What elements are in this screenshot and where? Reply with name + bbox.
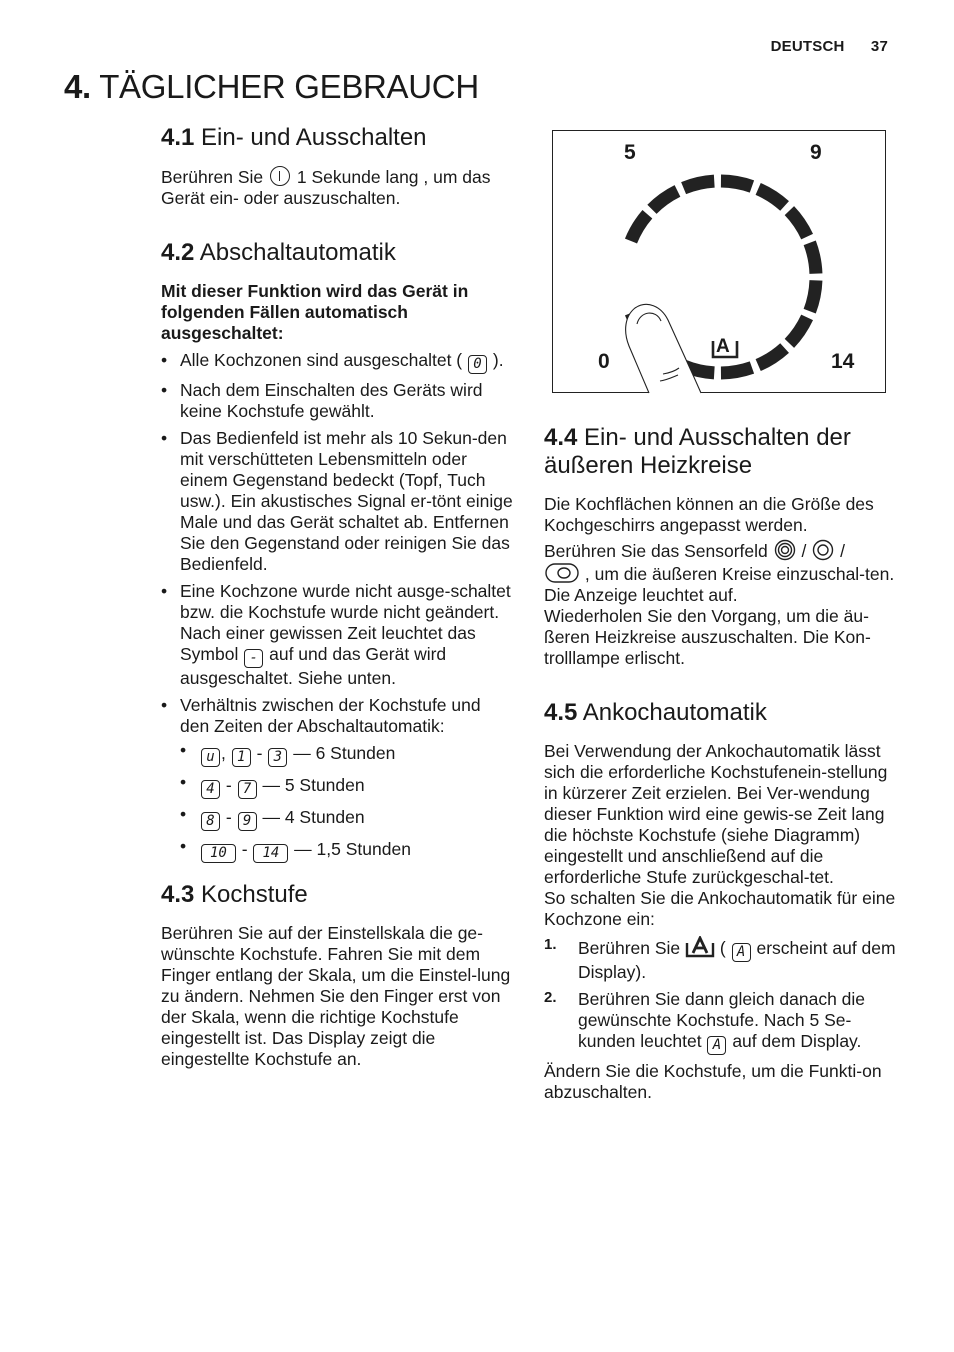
text-fragment: Berühren Sie xyxy=(161,167,264,187)
scale-label-5: 5 xyxy=(624,141,636,164)
triple-ring-zone-icon xyxy=(774,539,796,561)
slider-diagram xyxy=(552,130,886,393)
scale-segment xyxy=(810,280,816,311)
display-symbol-icon: 8 xyxy=(201,812,220,831)
step-number: 2. xyxy=(544,989,557,1006)
text-fragment: ( xyxy=(719,938,726,958)
separator: - xyxy=(256,743,263,763)
section-number: 4.1 xyxy=(161,124,195,151)
section-4-5-text-2: So schalten Sie die Ankochautomatik für eine Kochzone ein: xyxy=(544,888,896,929)
section-4-5-text-3: Ändern Sie die Kochstufe, um die Funkti-on abzuschalten. xyxy=(544,1061,882,1102)
section-4-4-text-3: Wiederholen Sie den Vorgang, um die äu-ßeren Heizkreise auszuschalten. Die Kon-trolllampe erlischt. xyxy=(544,606,871,668)
page-header xyxy=(771,38,888,55)
list-item xyxy=(161,581,513,689)
chapter-number: 4. xyxy=(64,68,91,105)
duration-text: — 1,5 Stunden xyxy=(294,839,411,859)
header-language: DEUTSCH xyxy=(770,38,845,55)
section-number: 4.5 xyxy=(544,699,578,726)
display-symbol-icon: 9 xyxy=(238,812,257,831)
scale-segment xyxy=(758,189,784,206)
list-item xyxy=(544,936,900,983)
display-symbol-icon: 7 xyxy=(238,780,257,799)
scale-segment xyxy=(684,181,715,188)
display-symbol-icon: 1 xyxy=(232,748,251,767)
list-item: • Nach dem Einschalten des Geräts wird keine Kochstufe gewählt. xyxy=(161,380,513,422)
step-number: 1. xyxy=(544,936,557,953)
text-fragment: erscheint auf dem Display). xyxy=(578,938,896,982)
section-title: Ein- und Ausschalten xyxy=(201,124,427,151)
scale-segment xyxy=(758,348,784,365)
text-fragment: Verhältnis zwischen der Kochstufe und den Zeiten der Abschaltautomatik: xyxy=(180,695,481,736)
section-4-3-heading xyxy=(161,881,513,909)
scale-segment xyxy=(652,191,678,209)
display-symbol-icon: - xyxy=(244,649,263,668)
auto-heat-up-steps xyxy=(544,936,900,1055)
double-ring-zone-icon xyxy=(812,539,834,561)
oval-zone-icon xyxy=(545,562,579,584)
display-symbol-icon: 10 xyxy=(201,844,236,863)
text-fragment: auf und das Gerät wird ausgeschaltet. Siehe unten. xyxy=(180,644,447,688)
text-fragment: ). xyxy=(492,350,504,370)
text-fragment: Eine Kochzone wurde nicht ausge-schaltet bzw. die Kochstufe wurde nicht geändert. Nach einer gewissen Zeit leuchtet das Symbol xyxy=(180,581,511,664)
shutdown-times-list xyxy=(180,743,513,863)
section-4-1-text xyxy=(161,166,513,209)
section-title: Ein- und Ausschalten der äußeren Heizkreise xyxy=(544,424,851,479)
text-fragment: auf dem Display. xyxy=(732,1031,862,1051)
section-title: Kochstufe xyxy=(201,881,308,908)
auto-off-conditions-list xyxy=(161,350,513,863)
section-4-2-heading xyxy=(161,239,513,267)
power-icon xyxy=(270,166,290,186)
display-symbol-icon: 3 xyxy=(268,748,287,767)
section-title: Abschaltautomatik xyxy=(199,239,396,266)
scale-label-0: 0 xyxy=(598,350,610,373)
separator: - xyxy=(225,807,232,827)
list-item xyxy=(161,350,513,374)
list-item xyxy=(180,743,513,767)
display-symbol-icon: A xyxy=(732,943,751,962)
auto-heat-up-icon xyxy=(685,936,715,958)
text-fragment: 1 Sekunde lang , um das Gerät ein- oder auszuschalten. xyxy=(161,167,491,208)
auto-heat-up-letter: A xyxy=(716,336,730,357)
separator: - xyxy=(241,839,248,859)
display-symbol-icon: A xyxy=(707,1036,726,1055)
page-number: 37 xyxy=(870,38,888,55)
list-item: • Das Bedienfeld ist mehr als 10 Sekun-den mit verschütteten Lebensmitteln oder einem Gegenstand bedeckt (Topf, Tuch usw.). Ein akustisches Signal er-tönt einige Male und das Gerät schaltet ab. Entfernen Sie den Gegenstand oder reinigen Sie das Bedienfeld. xyxy=(161,428,513,575)
list-item xyxy=(180,807,513,831)
section-4-3-text: Berühren Sie auf der Einstellskala die ge-wünschte Kochstufe. Fahren Sie mit dem Finger entlang der Skala, um die Einstel-lung zu ändern. Nehmen Sie den Finger erst von der Skala, wenn die richtige Kochstufe eingestellt ist. Das Display zeigt die eingestellte Kochstufe an. xyxy=(161,923,511,1069)
section-4-5-heading xyxy=(544,699,900,727)
section-4-4-text-1: Die Kochflächen können an die Größe des Kochgeschirrs angepasst werden. xyxy=(544,494,874,535)
section-4-5-text-1: Bei Verwendung der Ankochautomatik lässt sich die erforderliche Kochstufenein-stellung in kürzerer Zeit erzielen. Bei Ver-wendung dieser Funktion wird eine gewis-se Zeit lang die höchste Kochstufe (siehe Diagramm) eingestellt und anschließend auf die erforderliche Stufe zurückgeschal-tet. xyxy=(544,741,888,887)
separator: , xyxy=(221,743,226,763)
section-number: 4.4 xyxy=(544,424,578,451)
scale-label-14: 14 xyxy=(831,350,855,373)
scale-segment xyxy=(721,368,752,373)
duration-text: — 6 Stunden xyxy=(293,743,396,763)
display-symbol-icon: u xyxy=(201,748,220,767)
display-symbol-icon: 4 xyxy=(201,780,220,799)
left-column xyxy=(161,124,513,1070)
separator: - xyxy=(225,775,232,795)
scale-segment xyxy=(810,243,816,274)
display-symbol-icon: 0 xyxy=(468,355,487,374)
section-number: 4.3 xyxy=(161,881,195,908)
scale-segment xyxy=(789,211,807,237)
list-item xyxy=(544,989,900,1055)
chapter-title xyxy=(64,68,479,106)
chapter-title-text: TÄGLICHER GEBRAUCH xyxy=(99,68,479,105)
display-symbol-icon: 14 xyxy=(253,844,288,863)
text-fragment: , um die äußeren Kreise einzuschal-ten. Die Anzeige leuchtet auf. xyxy=(544,564,895,605)
list-item xyxy=(180,775,513,799)
scale-label-9: 9 xyxy=(810,141,822,164)
text-fragment: Alle Kochzonen sind ausgeschaltet ( xyxy=(180,350,463,370)
list-item xyxy=(180,839,513,863)
section-4-4-text-2 xyxy=(544,539,900,606)
separator: / xyxy=(801,541,807,561)
text-fragment: Berühren Sie dann gleich danach die gewünschte Kochstufe. Nach 5 Se-kunden leuchtet xyxy=(578,989,866,1051)
scale-segment xyxy=(789,317,807,343)
section-4-2-intro: Mit dieser Funktion wird das Gerät in folgenden Fällen automatisch ausgeschaltet: xyxy=(161,281,469,343)
section-title: Ankochautomatik xyxy=(582,699,767,726)
finger-icon xyxy=(626,304,701,393)
scale-segment xyxy=(721,181,752,186)
section-number: 4.2 xyxy=(161,239,195,266)
section-4-4-heading xyxy=(544,424,900,480)
duration-text: — 4 Stunden xyxy=(262,807,365,827)
section-4-1-heading xyxy=(161,124,513,152)
right-column xyxy=(544,424,900,1103)
duration-text: — 5 Stunden xyxy=(262,775,365,795)
text-fragment: Berühren Sie xyxy=(578,938,681,958)
separator: / xyxy=(840,541,845,561)
text-fragment: Berühren Sie das Sensorfeld xyxy=(544,541,768,561)
scale-segment xyxy=(631,214,647,241)
list-item xyxy=(161,695,513,863)
